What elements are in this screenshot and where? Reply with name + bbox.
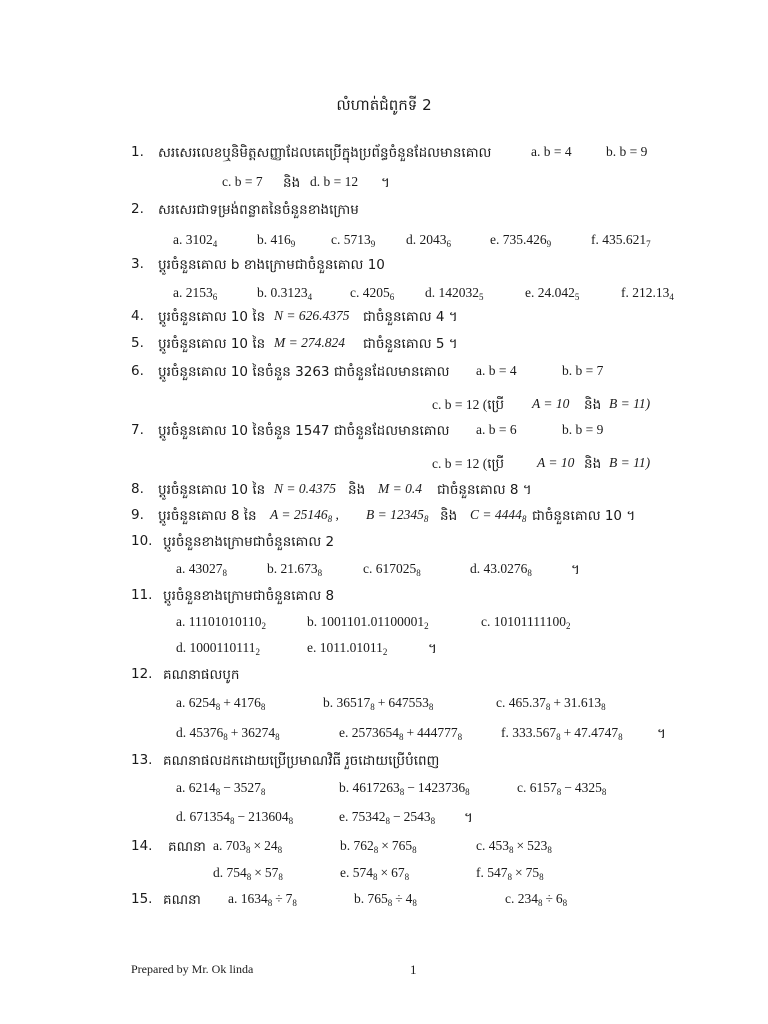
option-value: 0.3123	[270, 285, 308, 300]
option-base: 8	[222, 568, 227, 578]
q14-option-2	[340, 838, 417, 854]
operand-1: 4617263	[352, 780, 400, 795]
operator: −	[407, 780, 415, 795]
operator: ×	[516, 838, 525, 853]
operand-1: 671354	[189, 809, 230, 824]
operand-2: 4	[405, 891, 413, 906]
operand-2-base: 8	[428, 702, 434, 712]
operand-2-base: 8	[430, 816, 436, 826]
operand-2-base: 8	[601, 787, 607, 797]
operand-2-base: 8	[292, 898, 297, 908]
page-title: លំហាត់ជំពូកទី 2	[336, 96, 432, 114]
option-label: d.	[176, 809, 187, 824]
q10-option-1	[176, 561, 227, 577]
operator: ×	[515, 865, 523, 880]
q3-option-3	[350, 285, 394, 301]
question-13-text: គណនាផលដកដោយប្រើប្រមាណវិធី រួចដោយប្រើបំពេញ	[163, 753, 440, 769]
operand-1: 45376	[189, 725, 224, 740]
q14-option-5	[340, 865, 409, 881]
option-label: a.	[176, 695, 186, 710]
option-value: 5713	[343, 232, 371, 247]
q7-option-c: c. b = 12 (ប្រើ	[432, 456, 505, 471]
operand-2-base: 8	[404, 872, 410, 882]
question-14-text: គណនា	[168, 839, 206, 855]
option-value: 2043	[419, 232, 447, 247]
question-1-text: សរសេរលេខឬនិមិត្តសញ្ញាដែលគេប្រើក្នុងប្រព័ន្ធចំនួនដែលមានគោល	[158, 145, 492, 161]
operand-1: 6254	[188, 695, 216, 710]
operand-2: 67	[391, 865, 405, 880]
operand-1: 453	[488, 838, 509, 853]
option-base: 9	[290, 239, 296, 249]
operand-1-base: 8	[230, 816, 235, 826]
option-label: e.	[339, 725, 349, 740]
option-base: 5	[574, 292, 580, 302]
operand-2-base: 8	[412, 898, 417, 908]
option-label: d.	[406, 232, 417, 247]
q12-option-2	[323, 695, 433, 711]
operand-2-base: 8	[288, 816, 294, 826]
q9-math-a: $A = 25146_8$ ,	[270, 507, 339, 524]
option-value: 11101010110	[188, 614, 262, 629]
q4-math: N = 626.4375	[274, 308, 350, 323]
question-number: 1.	[131, 144, 144, 160]
operand-1: 6157	[529, 780, 557, 795]
operand-2: 765	[391, 838, 413, 853]
operand-2: 36274	[241, 725, 276, 740]
option-label: f.	[501, 725, 509, 740]
option-label: f.	[591, 232, 599, 247]
option-label: a.	[213, 838, 223, 853]
question-7-number: 7.	[131, 422, 144, 438]
operand-1: 234	[517, 891, 538, 906]
option-label: b.	[354, 891, 365, 906]
option-label: a.	[228, 891, 238, 906]
question-3-text: ប្តូរចំនួនគោល b ខាងក្រោមជាចំនួនគោល 10	[158, 257, 385, 273]
operand-2: 31.613	[564, 695, 602, 710]
q1-option-d: d. b = 12	[310, 174, 359, 189]
operand-1-base: 8	[370, 702, 375, 712]
q12-option-6	[501, 725, 623, 741]
operand-1: 703	[225, 838, 246, 853]
operand-2: 647553	[388, 695, 429, 710]
operand-2-base: 8	[618, 732, 623, 742]
operand-1: 75342	[351, 809, 386, 824]
operator: +	[563, 725, 572, 740]
operator: ×	[254, 865, 262, 880]
q6-option-a: a. b = 4	[476, 363, 517, 378]
question-1	[131, 144, 144, 160]
q12-option-5	[339, 725, 462, 741]
operand-2: 7	[285, 891, 293, 906]
operand-2-base: 8	[275, 732, 280, 742]
q9-math-c: $C = 4444_8$	[470, 507, 527, 524]
operand-1-base: 8	[387, 898, 393, 908]
operand-1: 6214	[188, 780, 216, 795]
option-base: 9	[546, 239, 552, 249]
operand-1-base: 8	[246, 872, 252, 882]
operand-2: 3527	[233, 780, 261, 795]
question-10-number: 10.	[131, 533, 153, 549]
q8-math-n: N = 0.4375	[274, 481, 336, 496]
option-base: 4	[307, 292, 313, 302]
operand-1: 1634	[240, 891, 268, 906]
operand-1: 333.567	[512, 725, 557, 740]
q14-option-3	[476, 838, 552, 854]
operand-2-base: 8	[277, 845, 283, 855]
question-7-text: ប្តូរចំនួនគោល 10 នៃចំនួន 1547 ជាចំនួនដែលមានគោល	[158, 423, 450, 439]
option-label: d.	[425, 285, 436, 300]
operator: ×	[380, 865, 389, 880]
q1-and-word: និង	[283, 175, 301, 191]
q7-option-b: b. b = 9	[562, 422, 604, 437]
q1-end-mark: ។	[381, 175, 390, 191]
q8-and-word: និង	[348, 482, 366, 498]
option-label: c.	[481, 614, 491, 629]
option-value: 43.0276	[483, 561, 528, 576]
operator: +	[406, 725, 415, 740]
operator: +	[230, 725, 239, 740]
option-value: 3102	[185, 232, 213, 247]
q6-math-b: B = 11)	[609, 396, 651, 411]
operator: +	[377, 695, 386, 710]
operand-2-base: 8	[539, 872, 544, 882]
operand-2: 47.4747	[574, 725, 619, 740]
option-value: 43027	[188, 561, 223, 576]
option-base: 8	[527, 568, 532, 578]
option-value: 435.621	[602, 232, 647, 247]
q9-and-word: និង	[440, 508, 458, 524]
operand-1-base: 8	[215, 702, 221, 712]
question-13-number: 13.	[131, 752, 153, 768]
option-label: b.	[307, 614, 318, 629]
operator: ×	[381, 838, 389, 853]
option-value: 4205	[362, 285, 390, 300]
operand-2-base: 8	[278, 872, 283, 882]
option-label: a.	[176, 780, 186, 795]
question-4-number: 4.	[131, 308, 144, 324]
q2-option-5	[490, 232, 551, 248]
q13-option-1	[176, 780, 265, 796]
operand-2-base: 8	[562, 898, 568, 908]
option-label: a.	[176, 561, 186, 576]
operand-2-base: 8	[260, 702, 266, 712]
operand-1-base: 8	[215, 787, 221, 797]
q6-math-a: A = 10	[532, 396, 570, 411]
option-label: a.	[173, 232, 183, 247]
option-label: f.	[621, 285, 629, 300]
option-label: d.	[176, 640, 187, 655]
question-5-text: ប្តូរចំនួនគោល 10 នៃ	[158, 336, 266, 352]
option-label: f.	[476, 865, 484, 880]
question-11-text: ប្តូរចំនួនខាងក្រោមជាចំនួនគោល 8	[163, 588, 335, 604]
operand-1-base: 8	[373, 872, 378, 882]
q3-option-6	[621, 285, 674, 301]
option-label: e.	[340, 865, 350, 880]
q12-option-3	[496, 695, 606, 711]
option-label: c.	[476, 838, 486, 853]
option-label: e.	[307, 640, 317, 655]
option-label: c.	[331, 232, 341, 247]
option-label: b.	[340, 838, 351, 853]
question-3-number: 3.	[131, 256, 144, 272]
q5-math: M = 274.824	[274, 335, 345, 350]
q13-option-5	[339, 809, 435, 825]
option-label: a.	[176, 614, 186, 629]
q10-option-2	[267, 561, 322, 577]
option-value: 212.13	[632, 285, 670, 300]
operand-2: 6	[555, 891, 563, 906]
option-base: 2	[566, 621, 571, 631]
operand-2: 57	[264, 865, 279, 880]
option-value: 735.426	[502, 232, 547, 247]
q11-option-2	[307, 614, 429, 630]
q2-option-1	[173, 232, 217, 248]
q4-post: ជាចំនួនគោល 4 ។	[363, 309, 458, 325]
option-base: 6	[446, 239, 451, 249]
operand-1: 2573654	[351, 725, 399, 740]
operand-1-base: 8	[545, 702, 551, 712]
q8-math-m: M = 0.4	[378, 481, 422, 496]
operand-2: 75	[525, 865, 540, 880]
operand-1: 765	[367, 891, 388, 906]
option-value: 2153	[185, 285, 213, 300]
operand-1: 547	[487, 865, 508, 880]
q11-option-3	[481, 614, 571, 630]
option-value: 21.673	[280, 561, 318, 576]
operator: −	[393, 809, 401, 824]
q14-option-4	[213, 865, 283, 881]
question-12-text: គណនាផលបូក	[163, 667, 240, 683]
option-value: 142032	[438, 285, 479, 300]
operand-1-base: 8	[399, 732, 404, 742]
q15-option-1	[228, 891, 297, 907]
operand-2-base: 8	[601, 702, 606, 712]
option-label: c.	[496, 695, 506, 710]
q10-option-4	[470, 561, 532, 577]
operand-1: 754	[226, 865, 247, 880]
q12-end-mark: ។	[657, 726, 666, 742]
question-15-text: គណនា	[163, 892, 201, 908]
q6-option-b: b. b = 7	[562, 363, 604, 378]
q14-option-6	[476, 865, 544, 881]
q7-and-word: និង	[584, 456, 602, 472]
q11-end-mark: ។	[428, 641, 437, 657]
option-label: c.	[505, 891, 515, 906]
q7-option-a: a. b = 6	[476, 422, 517, 437]
question-6-text: ប្តូរចំនួនគោល 10 នៃចំនួន 3263 ជាចំនួនដែលមានគោល	[158, 364, 450, 380]
question-5-number: 5.	[131, 335, 144, 351]
option-base: 2	[424, 621, 429, 631]
question-9-number: 9.	[131, 507, 144, 523]
question-2-number: 2.	[131, 201, 144, 217]
option-value: 617025	[375, 561, 417, 576]
option-label: d.	[176, 725, 187, 740]
option-base: 7	[646, 239, 651, 249]
operand-2: 213604	[248, 809, 289, 824]
operator: ÷	[545, 891, 553, 906]
operand-1-base: 8	[509, 845, 514, 855]
operand-1-base: 8	[556, 787, 562, 797]
q10-end-mark: ។	[571, 562, 580, 578]
q3-option-2	[257, 285, 312, 301]
q10-option-3	[363, 561, 421, 577]
option-base: 4	[669, 292, 674, 302]
option-value: 10101111100	[493, 614, 566, 629]
option-base: 5	[479, 292, 484, 302]
operator: ×	[253, 838, 262, 853]
q3-option-4	[425, 285, 484, 301]
q3-option-1	[173, 285, 217, 301]
option-label: b.	[339, 780, 350, 795]
q15-option-2	[354, 891, 417, 907]
operand-2-base: 8	[412, 845, 417, 855]
option-value: 1001101.01100001	[320, 614, 425, 629]
operand-1: 762	[353, 838, 374, 853]
operator: −	[223, 780, 231, 795]
question-14-number: 14.	[131, 838, 153, 854]
q9-math-b: $B = 12345_8$	[366, 507, 429, 524]
option-label: b.	[257, 232, 268, 247]
option-value: 24.042	[537, 285, 575, 300]
operand-1: 465.37	[508, 695, 546, 710]
option-label: e.	[339, 809, 349, 824]
q3-option-5	[525, 285, 579, 301]
operand-1-base: 8	[385, 816, 390, 826]
option-label: e.	[525, 285, 535, 300]
q1-option-b: b. b = 9	[606, 144, 648, 159]
option-base: 9	[370, 239, 376, 249]
operand-1-base: 8	[538, 898, 543, 908]
question-2-text: សរសេរជាទម្រង់ពន្លាតនៃចំនួនខាងក្រោម	[158, 202, 359, 218]
operator: +	[553, 695, 561, 710]
option-label: e.	[490, 232, 500, 247]
option-base: 4	[212, 239, 218, 249]
option-base: 2	[261, 621, 266, 631]
q11-option-4	[176, 640, 260, 656]
option-label: c.	[350, 285, 360, 300]
option-label: c.	[517, 780, 527, 795]
option-value: 1011.01011	[319, 640, 383, 655]
operand-1: 36517	[336, 695, 371, 710]
q9-post: ជាចំនួនគោល 10 ។	[532, 508, 636, 524]
q11-option-5	[307, 640, 387, 656]
operator: +	[223, 695, 231, 710]
question-6-number: 6.	[131, 363, 144, 379]
operand-2: 4325	[574, 780, 602, 795]
option-value: 416	[270, 232, 291, 247]
q1-option-a: a. b = 4	[531, 144, 572, 159]
q2-option-3	[331, 232, 375, 248]
question-4-text: ប្តូរចំនួនគោល 10 នៃ	[158, 309, 266, 325]
q13-option-2	[339, 780, 470, 796]
q12-option-1	[176, 695, 265, 711]
page-number: 1	[410, 962, 417, 977]
question-10-text: ប្តូរចំនួនខាងក្រោមជាចំនួនគោល 2	[163, 534, 335, 550]
option-label: b.	[257, 285, 268, 300]
operand-1-base: 8	[556, 732, 561, 742]
option-base: 2	[382, 647, 388, 657]
operand-2: 523	[527, 838, 548, 853]
q1-option-c: c. b = 7	[222, 174, 263, 189]
q13-option-4	[176, 809, 293, 825]
option-value: 1000110111	[189, 640, 256, 655]
q6-and-word: និង	[584, 397, 602, 413]
operand-1-base: 8	[373, 845, 379, 855]
question-11-number: 11.	[131, 587, 153, 603]
option-label: d.	[470, 561, 481, 576]
operand-2: 2543	[403, 809, 431, 824]
q2-option-4	[406, 232, 451, 248]
operand-1-base: 8	[507, 872, 512, 882]
option-label: d.	[213, 865, 224, 880]
option-base: 8	[317, 568, 323, 578]
question-15-number: 15.	[131, 891, 153, 907]
operand-1-base: 8	[223, 732, 228, 742]
operand-2-base: 8	[260, 787, 266, 797]
operand-2-base: 8	[457, 732, 463, 742]
option-base: 2	[255, 647, 260, 657]
q2-option-6	[591, 232, 651, 248]
question-12-number: 12.	[131, 666, 153, 682]
option-label: c.	[363, 561, 373, 576]
operand-2-base: 8	[547, 845, 552, 855]
operand-1-base: 8	[399, 787, 405, 797]
q11-option-1	[176, 614, 266, 630]
option-label: a.	[173, 285, 183, 300]
operand-2-base: 8	[465, 787, 470, 797]
question-9-text: ប្តូរចំនួនគោល 8 នៃ	[158, 508, 257, 524]
operator: −	[564, 780, 572, 795]
option-base: 6	[212, 292, 218, 302]
operand-2: 24	[264, 838, 278, 853]
q5-post: ជាចំនួនគោល 5 ។	[363, 336, 458, 352]
operand-2: 4176	[233, 695, 261, 710]
q6-option-c: c. b = 12 (ប្រើ	[432, 397, 505, 412]
operand-2: 444777	[417, 725, 458, 740]
operand-1: 574	[352, 865, 373, 880]
operand-1-base: 8	[267, 898, 273, 908]
option-base: 6	[389, 292, 395, 302]
q15-option-3	[505, 891, 567, 907]
q2-option-2	[257, 232, 295, 248]
option-base: 8	[416, 568, 421, 578]
question-8-number: 8.	[131, 481, 144, 497]
footer-author: Prepared by Mr. Ok linda	[131, 962, 254, 976]
option-label: b.	[323, 695, 334, 710]
q13-end-mark: ។	[464, 810, 473, 826]
q13-option-3	[517, 780, 606, 796]
q8-post: ជាចំនួនគោល 8 ។	[437, 482, 532, 498]
q7-math-a: A = 10	[537, 455, 575, 470]
operand-2: 1423736	[417, 780, 466, 795]
operator: ÷	[275, 891, 283, 906]
q12-option-4	[176, 725, 280, 741]
option-label: b.	[267, 561, 278, 576]
question-8-text: ប្តូរចំនួនគោល 10 នៃ	[158, 482, 266, 498]
operator: ÷	[395, 891, 403, 906]
q14-option-1	[213, 838, 282, 854]
operator: −	[237, 809, 246, 824]
operand-1-base: 8	[246, 845, 251, 855]
q7-math-b: B = 11)	[609, 455, 651, 470]
